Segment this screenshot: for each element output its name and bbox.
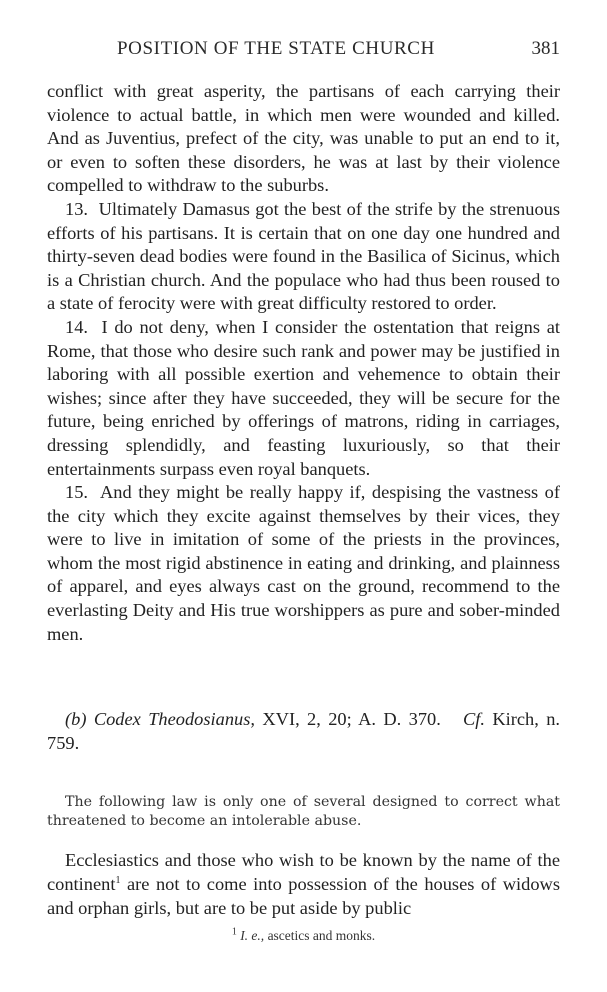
paragraph-number: 13.: [65, 198, 88, 219]
footnote-number: 1: [231, 926, 237, 938]
law-paragraph: [47, 848, 560, 920]
paragraph-15: [47, 481, 560, 646]
law-text-before: Ecclesiastics and those who wish to be known by the name of the continent: [47, 850, 560, 894]
source-line: [47, 708, 560, 755]
paragraph-number: 14.: [65, 316, 88, 337]
footnote: [0, 928, 607, 944]
footnote-marker: 1: [115, 874, 121, 886]
paragraph-13: [47, 198, 560, 316]
source-kirch: Kirch, n. 759.: [47, 709, 560, 753]
footnote-abbr: I. e.,: [240, 928, 265, 943]
law-text-after: are not to come into possession of the houses of widows and orphan girls, but are to be put aside by public: [47, 874, 560, 918]
paragraph-text: Ultimately Damasus got the best of the strife by the strenuous efforts of his partisans. It is certain that on one day one hundred and thirty-seven dead bodies were found in the Basilica of Sicinus, which is a Christian church. And the populace who had thus been roused to a state of ferocity were with great difficulty restored to order.: [47, 198, 560, 314]
source-reference: XVI, 2, 20; A. D. 370.: [262, 709, 441, 729]
page-number: 381: [531, 38, 560, 59]
running-head: POSITION OF THE STATE CHURCH: [117, 38, 435, 59]
paragraph-text: And they might be really happy if, despising the vastness of the city which they excite against themselves by their vices, they were to live in imitation of some of the priests in the provinces, whom the most rigid abstinence in eating and drinking, and plainness of apparel, and eyes always cast on the ground, recommend to the everlasting Deity and His true worshippers as pure and sober-minded men.: [47, 482, 560, 644]
source-work: Codex Theodosianus,: [93, 709, 255, 729]
paragraph-14: [47, 316, 560, 481]
body-text: [47, 80, 560, 646]
page-header: [47, 38, 560, 62]
paragraph-continued: [47, 80, 560, 198]
law-text: [47, 848, 560, 920]
paragraph-text: conflict with great asperity, the partisans of each carrying their violence to actual battle, in which men were wounded and killed. And as Juventius, prefect of the city, was unable to put an end to it, or even to soften these disorders, he was at last by their violence compelled to withdraw to the suburbs.: [47, 81, 560, 196]
footnote-text: ascetics and monks.: [267, 928, 376, 943]
source-cf: Cf.: [462, 709, 485, 729]
paragraph-number: 15.: [65, 482, 88, 503]
editorial-note: [47, 793, 560, 831]
source-label: (b): [65, 709, 87, 729]
source-citation: [47, 708, 560, 755]
editorial-note-text: The following law is only one of several designed to correct what threatened to become an intolerable abuse.: [47, 794, 560, 829]
paragraph-text: I do not deny, when I consider the ostentation that reigns at Rome, that those who desire such rank and power may be justified in laboring with all possible exertion and vehemence to obtain their wishes; since after they have succeeded, they will be secure for the future, being enriched by offerings of matrons, riding in carriages, dressing splendidly, and feasting luxuriously, so that their entertainments surpass even royal banquets.: [47, 316, 560, 479]
